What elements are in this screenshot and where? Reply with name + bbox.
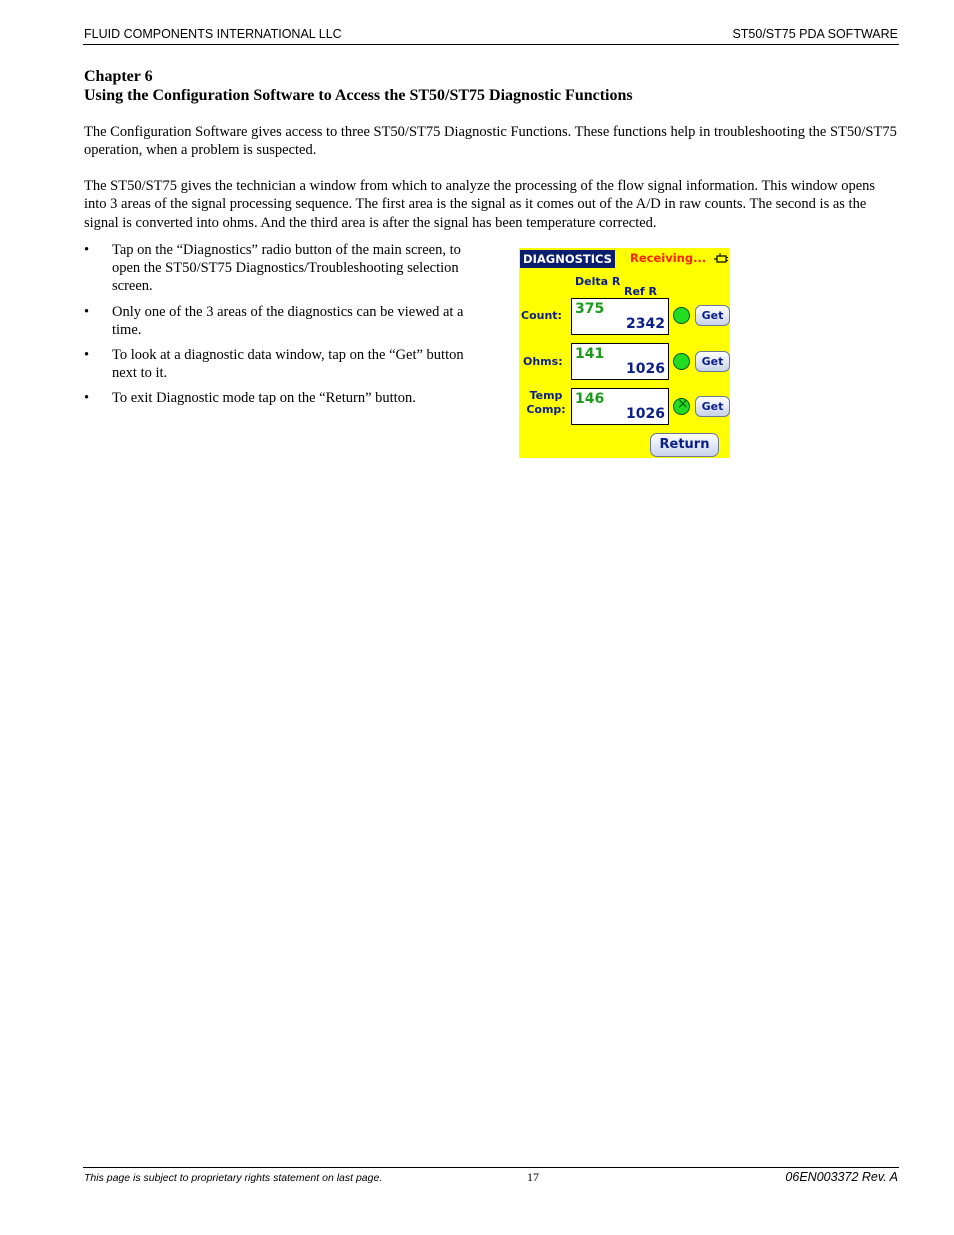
- window-paragraph: The ST50/ST75 gives the technician a window from which to analyze the processing of the flow signal information. This window opens into 3 areas of the signal processing sequence. The first area is the signal as it comes out of the A/D in raw counts. The second is as the signal is converted into ohms. And the third area is after the signal has been temperature corrected.: [84, 178, 876, 231]
- bullet-symbol: •: [84, 242, 90, 258]
- column-header-ref-r: Ref R: [624, 285, 658, 298]
- ohms-delta-value: 141: [575, 346, 605, 362]
- page-header: [83, 27, 899, 45]
- pda-status-text: Receiving...: [630, 251, 707, 265]
- pda-screen-title: DIAGNOSTICS: [520, 250, 615, 268]
- count-delta-value: 375: [575, 301, 605, 317]
- bullet-symbol: •: [84, 390, 90, 406]
- temp-comp-delta-value: 146: [575, 391, 605, 407]
- ohms-status-led-icon: [673, 353, 690, 370]
- chapter-heading: [84, 67, 633, 105]
- row-label-count: Count:: [521, 309, 562, 322]
- ohms-ref-value: 1026: [626, 361, 665, 377]
- ohms-value-box: [571, 343, 669, 380]
- connection-plug-icon: [714, 251, 728, 265]
- ohms-get-button[interactable]: Get: [695, 351, 730, 372]
- count-status-led-icon: [673, 307, 690, 324]
- bullet-symbol: •: [84, 304, 90, 320]
- chapter-number: Chapter 6: [84, 68, 153, 85]
- row-label-ohms: Ohms:: [523, 355, 563, 368]
- pda-diagnostics-screenshot: [519, 248, 730, 458]
- list-item-text: To exit Diagnostic mode tap on the “Return” button.: [112, 390, 416, 406]
- page-footer: [83, 1167, 899, 1186]
- header-product: ST50/ST75 PDA SOFTWARE: [732, 27, 898, 41]
- list-item-text: To look at a diagnostic data window, tap on the “Get” button next to it.: [112, 347, 464, 381]
- temp-comp-get-button[interactable]: Get: [695, 396, 730, 417]
- bullet-symbol: •: [84, 347, 90, 363]
- page-number: 17: [527, 1170, 539, 1184]
- document-number: 06EN003372 Rev. A: [785, 1170, 898, 1184]
- row-label-temp-comp: Temp Comp:: [526, 389, 566, 416]
- column-header-delta-r: Delta R: [575, 275, 621, 288]
- count-ref-value: 2342: [626, 316, 665, 332]
- footer-rights-notice: This page is subject to proprietary rights statement on last page.: [84, 1172, 383, 1184]
- list-item-text: Tap on the “Diagnostics” radio button of the main screen, to open the ST50/ST75 Diagnostics/Troubleshooting selection screen.: [112, 242, 461, 294]
- count-value-box: [571, 298, 669, 335]
- list-item-text: Only one of the 3 areas of the diagnostics can be viewed at a time.: [112, 304, 464, 338]
- temp-comp-ref-value: 1026: [626, 406, 665, 422]
- intro-paragraph: The Configuration Software gives access to three ST50/ST75 Diagnostic Functions. These functions help in troubleshooting the ST50/ST75 operation, when a problem is suspected.: [84, 124, 897, 159]
- temp-comp-status-led-icon: [673, 398, 690, 415]
- temp-comp-value-box: [571, 388, 669, 425]
- count-get-button[interactable]: Get: [695, 305, 730, 326]
- return-button[interactable]: Return: [650, 433, 719, 457]
- chapter-title: Using the Configuration Software to Access the ST50/ST75 Diagnostic Functions: [84, 87, 633, 104]
- header-company: FLUID COMPONENTS INTERNATIONAL LLC: [84, 27, 342, 41]
